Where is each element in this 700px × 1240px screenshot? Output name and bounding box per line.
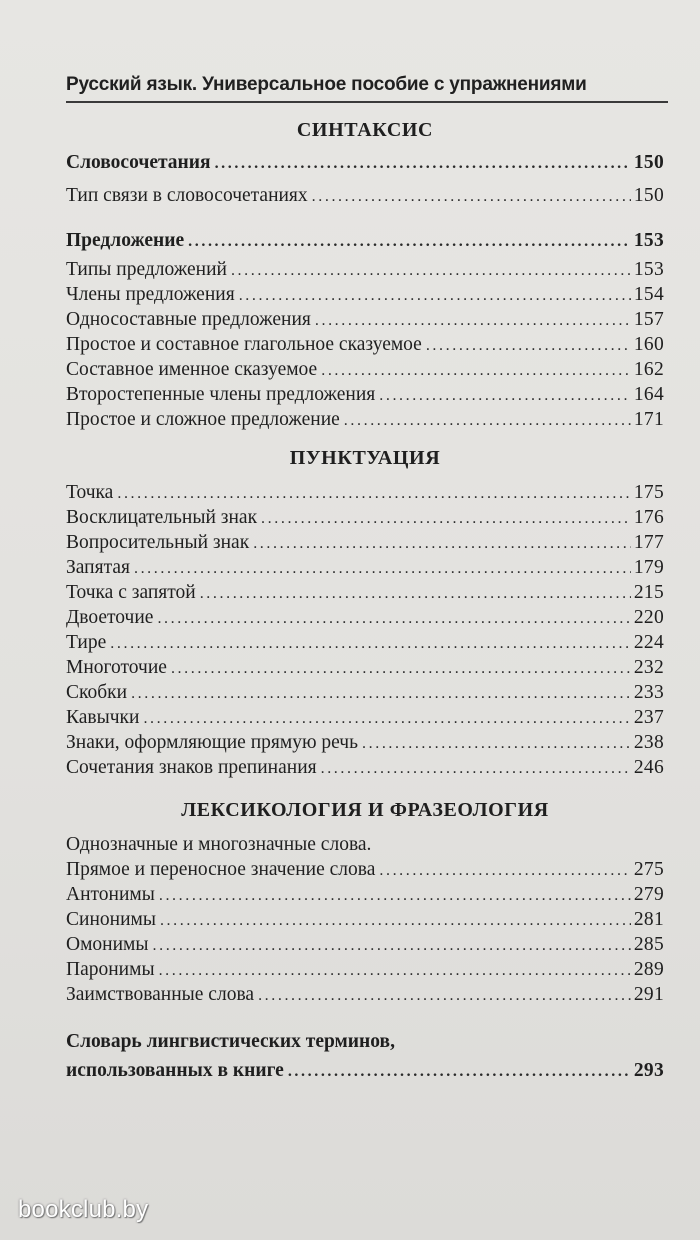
dot-leader [143,706,630,731]
table-of-contents [66,110,664,1083]
toc-entry-label: Скобки [66,682,128,703]
toc-entry-label: Составное именное сказуемое [66,359,318,380]
header-rule [66,101,668,103]
toc-entry-label: Восклицательный знак [66,507,258,528]
toc-entry-page: 164 [633,384,664,405]
toc-entry-page: 171 [633,409,664,430]
toc-entry-page: 293 [633,1060,664,1081]
toc-entry [66,605,664,630]
glossary-title-line: Словарь лингвистических терминов, [66,1031,395,1052]
toc-entry-label: использованных в книге [66,1060,284,1081]
dot-leader [344,408,631,433]
toc-entry [66,282,664,307]
toc-entry-page: 285 [633,934,664,955]
toc-entry [66,982,664,1007]
toc-entry-label: Вопросительный знак [66,532,250,553]
dot-leader [379,383,631,408]
toc-entry-page: 153 [633,230,664,251]
dot-leader [362,731,631,756]
toc-entry [66,357,664,382]
toc-entry-page: 246 [633,757,664,778]
dot-leader [321,358,631,383]
dot-leader [157,606,630,631]
dot-leader [159,958,631,983]
toc-entry-page: 177 [633,532,664,553]
toc-entry-page: 162 [633,359,664,380]
toc-entry-page: 220 [633,607,664,628]
toc-entry-label: Простое и составное глагольное сказуемое [66,334,422,355]
toc-entry [66,655,664,680]
dot-leader [288,1059,631,1084]
toc-entry-label: Односоставные предложения [66,309,311,330]
dot-leader [160,908,631,933]
toc-entry [66,907,664,932]
toc-entry [66,555,664,580]
toc-entry [66,730,664,755]
toc-entry-page: 233 [633,682,664,703]
toc-entry-label: Паронимы [66,959,155,980]
dot-leader [239,283,631,308]
dot-leader [312,184,631,209]
toc-entry-label: Второстепенные члены предложения [66,384,376,405]
toc-entry-label: Двоеточие [66,607,154,628]
toc-entry [66,957,664,982]
toc-entry-intro-line: Однозначные и многозначные слова. [66,834,372,855]
toc-entry-page: 281 [633,909,664,930]
toc-entry-label: Типы предложений [66,259,227,280]
dot-leader [321,756,631,781]
toc-entry-page: 275 [633,859,664,880]
toc-entry-page: 153 [633,259,664,280]
toc-entry-label: Омонимы [66,934,149,955]
toc-entry-page: 150 [633,185,664,206]
toc-entry-label: Сочетания знаков препинания [66,757,317,778]
toc-entry [66,480,664,505]
toc-entry-page: 232 [633,657,664,678]
dot-leader [110,631,631,656]
toc-entry-glossary [66,1058,664,1083]
watermark-text: bookclub.by [18,1196,149,1223]
dot-leader [159,883,631,908]
toc-entry-page: 279 [633,884,664,905]
toc-entry-label: Заимствованные слова [66,984,255,1005]
toc-entry-label: Кавычки [66,707,140,728]
dot-leader [231,258,631,283]
toc-entry [66,407,664,432]
toc-entry-page: 215 [633,582,664,603]
section-title-syntax: СИНТАКСИС [296,119,434,141]
toc-entry [66,530,664,555]
toc-entry-page: 224 [633,632,664,653]
toc-entry [66,580,664,605]
toc-entry-label: Члены предложения [66,284,235,305]
toc-entry-page: 157 [633,309,664,330]
toc-entry-page: 291 [633,984,664,1005]
toc-entry [66,332,664,357]
dot-leader [315,308,631,333]
dot-leader [134,556,631,581]
dot-leader [171,656,631,681]
toc-entry-label: Знаки, оформляющие прямую речь [66,732,359,753]
running-header: Русский язык. Универсальное пособие с упражнениями [66,74,587,95]
toc-entry-page: 179 [633,557,664,578]
toc-entry-page: 176 [633,507,664,528]
toc-entry [66,630,664,655]
toc-entry [66,307,664,332]
toc-entry-label: Прямое и переносное значение слова [66,859,376,880]
dot-leader [253,531,631,556]
toc-entry-label: Многоточие [66,657,167,678]
dot-leader [258,983,631,1008]
toc-entry-label: Простое и сложное предложение [66,409,340,430]
toc-entry [66,382,664,407]
dot-leader [131,681,631,706]
dot-leader [261,506,631,531]
toc-entry-page: 160 [633,334,664,355]
toc-entry-label: Точка с запятой [66,582,196,603]
toc-entry-label: Тип связи в словосочетаниях [66,185,308,206]
toc-entry [66,150,664,175]
dot-leader [215,151,631,176]
toc-entry-page: 289 [633,959,664,980]
toc-entry-label: Запятая [66,557,130,578]
dot-leader [117,481,631,506]
toc-entry [66,183,664,208]
section-title-lexicology: ЛЕКСИКОЛОГИЯ И ФРАЗЕОЛОГИЯ [181,799,549,821]
toc-entry [66,505,664,530]
toc-entry-label: Точка [66,482,114,503]
toc-entry-label: Словосочетания [66,152,211,173]
dot-leader [426,333,631,358]
toc-entry-label: Тире [66,632,107,653]
toc-entry [66,755,664,780]
toc-entry [66,705,664,730]
dot-leader [188,229,631,254]
dot-leader [200,581,631,606]
toc-entry-label: Антонимы [66,884,155,905]
section-title-punctuation: ПУНКТУАЦИЯ [289,447,441,469]
toc-entry-page: 175 [633,482,664,503]
dot-leader [153,933,631,958]
toc-entry-label: Синонимы [66,909,156,930]
toc-entry-page: 237 [633,707,664,728]
toc-entry [66,228,664,253]
toc-entry-page: 238 [633,732,664,753]
toc-entry [66,857,664,882]
toc-entry [66,882,664,907]
toc-entry [66,680,664,705]
toc-entry [66,257,664,282]
toc-entry-page: 150 [633,152,664,173]
toc-entry [66,932,664,957]
toc-entry-page: 154 [633,284,664,305]
toc-entry-label: Предложение [66,230,185,251]
dot-leader [379,858,630,883]
